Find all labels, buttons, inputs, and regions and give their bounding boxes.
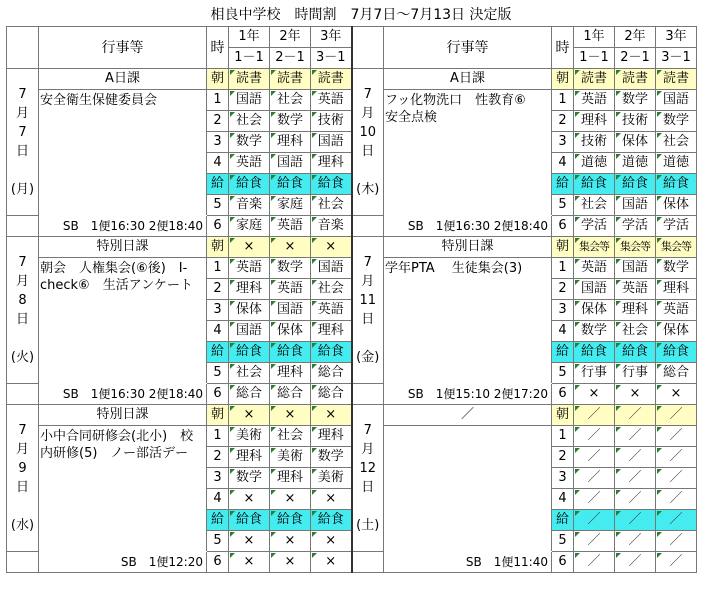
period-number: 給 [207,342,229,363]
day-char: 7 [18,423,27,438]
header-grade: 1年 [229,27,270,48]
day-char [7,161,38,180]
header-blank [7,27,39,69]
period-number: 朝 [207,405,229,426]
subject-cell: 国語 [311,132,352,153]
day-char: 11 [359,293,377,308]
subject-cell: 社会 [574,195,615,216]
subject-cell: 理科 [615,300,656,321]
header-grade: 3年 [656,27,697,48]
day-label [7,69,39,216]
subject-cell: ／ [656,405,697,426]
day-char: 7 [18,255,27,270]
subject-cell: 英語 [574,90,615,111]
subject-cell: 英語 [311,90,352,111]
day-char: 日 [361,480,375,495]
day-char: 7 [363,87,372,102]
subject-cell: 総合 [656,363,697,384]
subject-cell: 読書 [311,69,352,90]
subject-cell: 給食 [574,342,615,363]
subject-cell: 集会等 [656,237,697,258]
period-number: 1 [207,258,229,279]
subject-cell: 社会 [656,132,697,153]
period-number: 2 [552,279,574,300]
subject-cell: 理科 [311,153,352,174]
day-char: 月 [361,442,375,457]
subject-cell: 国語 [229,321,270,342]
subject-cell: ／ [574,510,615,531]
subject-cell: 理科 [270,363,311,384]
period-number: 5 [552,363,574,384]
subject-cell: ／ [656,447,697,468]
subject-cell: 美術 [270,447,311,468]
header-class: 1－1 [574,48,615,69]
table-row [7,384,697,405]
subject-cell: ／ [615,552,656,573]
subject-cell: 集会等 [574,237,615,258]
period-number: 4 [552,321,574,342]
subject-cell: 保体 [656,321,697,342]
subject-cell: 理科 [656,279,697,300]
subject-cell: × [270,237,311,258]
subject-cell: 英語 [270,216,311,237]
subject-cell: 社会 [615,321,656,342]
day-char [353,497,384,516]
subject-cell: × [229,531,270,552]
period-number: 6 [207,216,229,237]
subject-cell: 保体 [574,300,615,321]
header-grade: 3年 [311,27,352,48]
subject-cell: 技術 [311,111,352,132]
subject-cell: 社会 [229,111,270,132]
period-number: 6 [207,384,229,405]
period-number: 2 [207,279,229,300]
period-number: 1 [207,426,229,447]
period-number: 2 [552,447,574,468]
subject-cell: 理科 [270,468,311,489]
sb-bus-times: SB 1便16:30 2便18:40 [39,216,207,237]
subject-cell: 社会 [270,426,311,447]
day-char [353,329,384,348]
subject-cell: 数学 [270,111,311,132]
period-number: 朝 [552,69,574,90]
day-foot [352,384,384,405]
day-char: 日 [15,144,29,159]
subject-cell: 学活 [574,216,615,237]
subject-cell: 給食 [270,342,311,363]
period-number: 4 [207,153,229,174]
subject-cell: 総合 [311,363,352,384]
day-foot [352,216,384,237]
header-period: 時 [207,27,229,69]
period-number: 1 [207,90,229,111]
period-number: 5 [207,363,229,384]
subject-cell: 読書 [574,69,615,90]
day-char: 9 [18,461,27,476]
subject-cell: ／ [574,552,615,573]
subject-cell: 保体 [656,195,697,216]
day-char: 月 [15,106,29,121]
subject-cell: × [656,384,697,405]
subject-cell: 給食 [229,510,270,531]
subject-cell: 給食 [574,174,615,195]
period-number: 6 [552,384,574,405]
subject-cell: ／ [615,531,656,552]
subject-cell: 給食 [229,342,270,363]
header-event: 行事等 [39,27,207,69]
event-text: 朝会 人権集会(⑥後) I-check⑥ 生活アンケート [39,258,207,384]
sb-bus-times: SB 1便12:20 [39,552,207,573]
sb-bus-times: SB 1便16:30 2便18:40 [39,384,207,405]
period-number: 4 [552,153,574,174]
subject-cell: 保体 [270,321,311,342]
period-number: 3 [552,468,574,489]
subject-cell: 総合 [270,384,311,405]
day-char: 日 [15,312,29,327]
event-text: 小中合同研修会(北小) 校内研修(5) ノー部活デー [39,426,207,552]
course-label: ／ [384,405,552,426]
period-number: 4 [207,489,229,510]
day-char: (月) [10,182,35,197]
subject-cell: 給食 [656,174,697,195]
subject-cell: 数学 [574,321,615,342]
subject-cell: 社会 [229,363,270,384]
subject-cell: 給食 [311,174,352,195]
subject-cell: 保体 [615,132,656,153]
event-text: 安全衛生保健委員会 [39,90,207,216]
subject-cell: 給食 [615,174,656,195]
subject-cell: 社会 [270,90,311,111]
subject-cell: 数学 [270,258,311,279]
subject-cell: 技術 [615,111,656,132]
subject-cell: 道徳 [615,153,656,174]
period-number: 給 [207,510,229,531]
subject-cell: × [615,384,656,405]
day-foot [7,384,39,405]
day-char: 7 [18,87,27,102]
subject-cell: 保体 [229,300,270,321]
subject-cell: × [270,531,311,552]
subject-cell: × [311,489,352,510]
course-label: A日課 [39,69,207,90]
subject-cell: 技術 [574,132,615,153]
header-period: 時 [552,27,574,69]
course-label: A日課 [384,69,552,90]
subject-cell: 数学 [656,258,697,279]
period-number: 3 [552,132,574,153]
subject-cell: 英語 [656,300,697,321]
subject-cell: 美術 [229,426,270,447]
period-number: 3 [207,300,229,321]
subject-cell: 読書 [229,69,270,90]
subject-cell: 英語 [270,279,311,300]
subject-cell: 国語 [574,279,615,300]
subject-cell: × [229,552,270,573]
subject-cell: 家庭 [229,216,270,237]
header-class: 3－1 [656,48,697,69]
period-number: 朝 [552,237,574,258]
day-label [7,405,39,552]
subject-cell: 給食 [311,342,352,363]
subject-cell: ／ [574,426,615,447]
day-char: 7 [18,125,27,140]
subject-cell: × [311,237,352,258]
event-text [384,426,552,552]
period-number: 3 [552,300,574,321]
period-number: 1 [552,90,574,111]
subject-cell: 国語 [270,153,311,174]
day-char: 7 [363,255,372,270]
subject-cell: ／ [615,489,656,510]
day-char: (火) [10,350,35,365]
subject-cell: 英語 [229,258,270,279]
subject-cell: ／ [574,405,615,426]
subject-cell: 国語 [311,258,352,279]
period-number: 3 [207,468,229,489]
day-char: (土) [356,518,380,533]
subject-cell: 理科 [311,321,352,342]
day-label [352,405,384,552]
period-number: 5 [552,531,574,552]
subject-cell: 道徳 [574,153,615,174]
subject-cell: ／ [656,489,697,510]
day-char: (水) [10,518,35,533]
sb-bus-times: SB 1便16:30 2便18:40 [384,216,552,237]
subject-cell: × [311,531,352,552]
event-text: 学年PTA 生徒集会(3) [384,258,552,384]
day-char: 日 [361,312,375,327]
header-event: 行事等 [384,27,552,69]
day-char: 7 [363,423,372,438]
subject-cell: 国語 [656,90,697,111]
subject-cell: 数学 [615,90,656,111]
table-row [7,69,697,90]
subject-cell: ／ [656,552,697,573]
subject-cell: × [229,237,270,258]
day-foot [7,552,39,573]
subject-cell: 集会等 [615,237,656,258]
header-grade: 2年 [270,27,311,48]
subject-cell: 国語 [270,300,311,321]
timetable [6,26,697,573]
subject-cell: 国語 [615,258,656,279]
subject-cell: ／ [574,531,615,552]
subject-cell: ／ [656,468,697,489]
period-number: 6 [207,552,229,573]
header-class: 1－1 [229,48,270,69]
subject-cell: ／ [615,405,656,426]
subject-cell: 数学 [311,447,352,468]
subject-cell: × [270,405,311,426]
subject-cell: × [229,405,270,426]
period-number: 4 [552,489,574,510]
subject-cell: ／ [574,468,615,489]
period-number: 朝 [207,237,229,258]
day-label [352,69,384,216]
header-grade: 2年 [615,27,656,48]
subject-cell: 読書 [615,69,656,90]
period-number: 5 [207,531,229,552]
subject-cell: 学活 [656,216,697,237]
subject-cell: 学活 [615,216,656,237]
period-number: 給 [552,342,574,363]
subject-cell: ／ [615,468,656,489]
day-char: (木) [356,182,380,197]
header-blank [352,27,384,69]
subject-cell: 道徳 [656,153,697,174]
period-number: 5 [552,195,574,216]
page-title: 相良中学校 時間割 7月7日～7月13日 決定版 [210,7,512,23]
course-label: 特別日課 [384,237,552,258]
subject-cell: 国語 [615,195,656,216]
subject-cell: ／ [656,531,697,552]
subject-cell: 給食 [615,342,656,363]
subject-cell: 数学 [656,111,697,132]
subject-cell: × [270,489,311,510]
subject-cell: 英語 [229,153,270,174]
day-char [7,497,38,516]
subject-cell: 理科 [270,132,311,153]
subject-cell: 給食 [270,174,311,195]
day-label [352,237,384,384]
subject-cell: ／ [615,447,656,468]
subject-cell: × [270,552,311,573]
subject-cell: 英語 [311,300,352,321]
subject-cell: 読書 [656,69,697,90]
table-row [7,405,697,426]
subject-cell: 行事 [574,363,615,384]
subject-cell: 給食 [270,510,311,531]
period-number: 給 [207,174,229,195]
period-number: 4 [207,321,229,342]
table-row [7,216,697,237]
day-char: 8 [18,293,27,308]
day-label [7,237,39,384]
event-text: フッ化物洗口 性教育⑥ 安全点検 [384,90,552,216]
subject-cell: ／ [615,510,656,531]
subject-cell: × [311,405,352,426]
subject-cell: 社会 [311,195,352,216]
day-char: 月 [15,442,29,457]
day-char [353,161,384,180]
header-row [7,27,697,48]
subject-cell: 理科 [229,279,270,300]
period-number: 3 [207,132,229,153]
subject-cell: ／ [574,447,615,468]
day-char: 日 [361,144,375,159]
subject-cell: ／ [656,510,697,531]
header-grade: 1年 [574,27,615,48]
table-row [7,552,697,573]
subject-cell: × [229,489,270,510]
subject-cell: 総合 [229,384,270,405]
header-class: 3－1 [311,48,352,69]
subject-cell: ／ [615,426,656,447]
subject-cell: 美術 [311,468,352,489]
day-foot [7,216,39,237]
period-number: 給 [552,510,574,531]
period-number: 1 [552,258,574,279]
course-label: 特別日課 [39,405,207,426]
period-number: 給 [552,174,574,195]
period-number: 6 [552,552,574,573]
subject-cell: 給食 [311,510,352,531]
subject-cell: 理科 [311,426,352,447]
subject-cell: 社会 [311,279,352,300]
day-foot [352,552,384,573]
subject-cell: 数学 [229,468,270,489]
period-number: 6 [552,216,574,237]
subject-cell: × [311,552,352,573]
table-row [7,237,697,258]
subject-cell: 数学 [229,132,270,153]
day-char: 月 [15,274,29,289]
header-class: 2－1 [270,48,311,69]
subject-cell: 総合 [311,384,352,405]
period-number: 2 [207,111,229,132]
period-number: 2 [207,447,229,468]
header-class: 2－1 [615,48,656,69]
subject-cell: 英語 [574,258,615,279]
subject-cell: ／ [656,426,697,447]
day-char: 10 [359,125,377,140]
subject-cell: 音楽 [311,216,352,237]
period-number: 朝 [207,69,229,90]
subject-cell: 音楽 [229,195,270,216]
subject-cell: 読書 [270,69,311,90]
sb-bus-times: SB 1便11:40 [384,552,552,573]
day-char: 日 [15,480,29,495]
course-label: 特別日課 [39,237,207,258]
subject-cell: 理科 [574,111,615,132]
subject-cell: 国語 [229,90,270,111]
period-number: 1 [552,426,574,447]
period-number: 5 [207,195,229,216]
subject-cell: 家庭 [270,195,311,216]
day-char: 月 [361,106,375,121]
period-number: 2 [552,111,574,132]
subject-cell: 給食 [656,342,697,363]
subject-cell: 英語 [615,279,656,300]
period-number: 朝 [552,405,574,426]
subject-cell: 行事 [615,363,656,384]
subject-cell: × [574,384,615,405]
subject-cell: ／ [574,489,615,510]
day-char: (金) [356,350,380,365]
day-char: 月 [361,274,375,289]
day-char [7,329,38,348]
day-char: 12 [359,461,377,476]
subject-cell: 給食 [229,174,270,195]
sb-bus-times: SB 1便15:10 2便17:20 [384,384,552,405]
subject-cell: 理科 [229,447,270,468]
